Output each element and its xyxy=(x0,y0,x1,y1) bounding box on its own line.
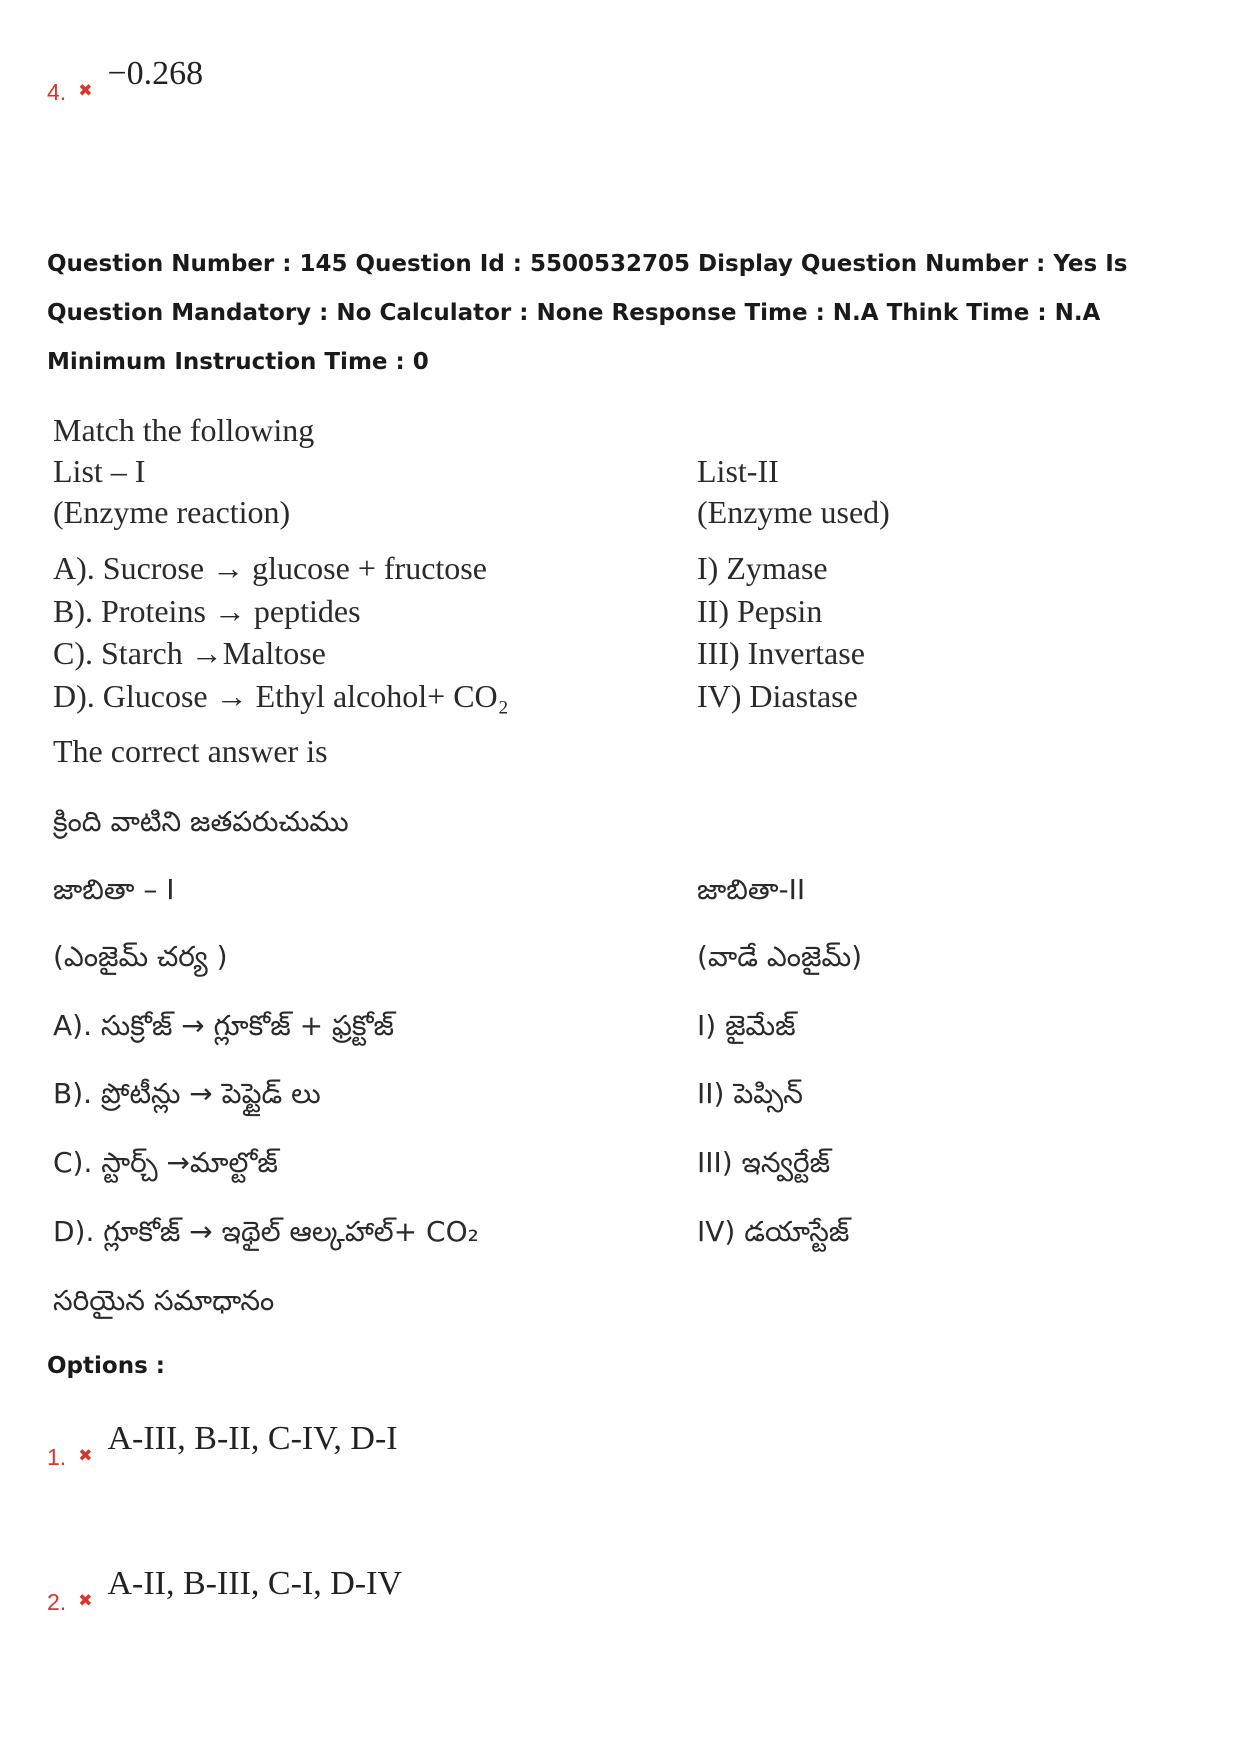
telugu-list2-sub: (వాడే ఎంజైమ్) xyxy=(697,940,863,973)
english-list2-item-4: IV) Diastase xyxy=(697,678,858,714)
telugu-list2-item-1: I) జైమేజ్ xyxy=(697,1009,796,1042)
wrong-answer-icon: ✖ xyxy=(78,81,93,101)
english-list2-item-2: II) Pepsin xyxy=(697,593,823,629)
telugu-list2-item-3: III) ఇన్వర్టేజ్ xyxy=(697,1146,831,1179)
question-metadata: Question Number : 145 Question Id : 5500532705 Display Question Number : Yes Is Question Mandatory : No Calculator : None Response Time : N.A Think Time : N.A Minimum Instruction Time : 0 xyxy=(47,251,1128,375)
english-list2-heading: List-II xyxy=(697,453,779,489)
english-list2-item-1: I) Zymase xyxy=(697,550,828,586)
option-1[interactable] xyxy=(47,1420,398,1471)
option-text: A-II, B-III, C-I, D-IV xyxy=(107,1565,402,1602)
telugu-list1-heading: జాబితా – I xyxy=(53,873,175,906)
option-text: −0.268 xyxy=(107,55,204,92)
previous-option-4 xyxy=(47,55,203,106)
option-number: 4. xyxy=(47,79,67,105)
telugu-list2-item-2: II) పెప్సిన్ xyxy=(697,1077,803,1110)
english-list1-sub: (Enzyme reaction) xyxy=(53,494,291,530)
telugu-list1-item-c: C). స్టార్చ్ →మాల్టోజ్ xyxy=(53,1146,278,1179)
english-list1-item-d: D). Glucose → Ethyl alcohol+ CO₂ xyxy=(53,678,509,714)
english-list1-heading: List – I xyxy=(53,453,146,489)
telugu-title: క్రింది వాటిని జతపరుచుము xyxy=(53,805,349,838)
wrong-answer-icon: ✖ xyxy=(78,1446,93,1466)
telugu-prompt: సరియైన సమాధానం xyxy=(53,1284,275,1317)
telugu-list1-item-a: A). సుక్రోజ్ → గ్లూకోజ్ + ఫ్రక్టోజ్ xyxy=(53,1009,394,1042)
english-title: Match the following xyxy=(53,412,315,448)
english-list2-item-3: III) Invertase xyxy=(697,635,865,671)
english-list1-item-c: C). Starch →Maltose xyxy=(53,635,326,671)
options-label: Options : xyxy=(47,1353,165,1379)
telugu-list1-sub: (ఎంజైమ్ చర్య ) xyxy=(53,940,228,973)
telugu-list2-heading: జాబితా-II xyxy=(697,873,806,906)
telugu-list1-item-b: B). ప్రోటీన్లు → పెప్టైడ్ లు xyxy=(53,1077,321,1110)
english-prompt: The correct answer is xyxy=(53,733,328,769)
option-2[interactable] xyxy=(47,1565,402,1616)
telugu-list2-item-4: IV) డయాస్టేజ్ xyxy=(697,1215,850,1248)
wrong-answer-icon: ✖ xyxy=(78,1591,93,1611)
option-number: 2. xyxy=(47,1589,67,1615)
option-number: 1. xyxy=(47,1444,67,1470)
english-list2-sub: (Enzyme used) xyxy=(697,494,890,530)
english-list1-item-a: A). Sucrose → glucose + fructose xyxy=(53,550,487,586)
english-list1-item-b: B). Proteins → peptides xyxy=(53,593,361,629)
telugu-list1-item-d: D). గ్లూకోజ్ → ఇథైల్ ఆల్కహాల్+ CO₂ xyxy=(53,1215,479,1248)
option-text: A-III, B-II, C-IV, D-I xyxy=(107,1420,398,1457)
